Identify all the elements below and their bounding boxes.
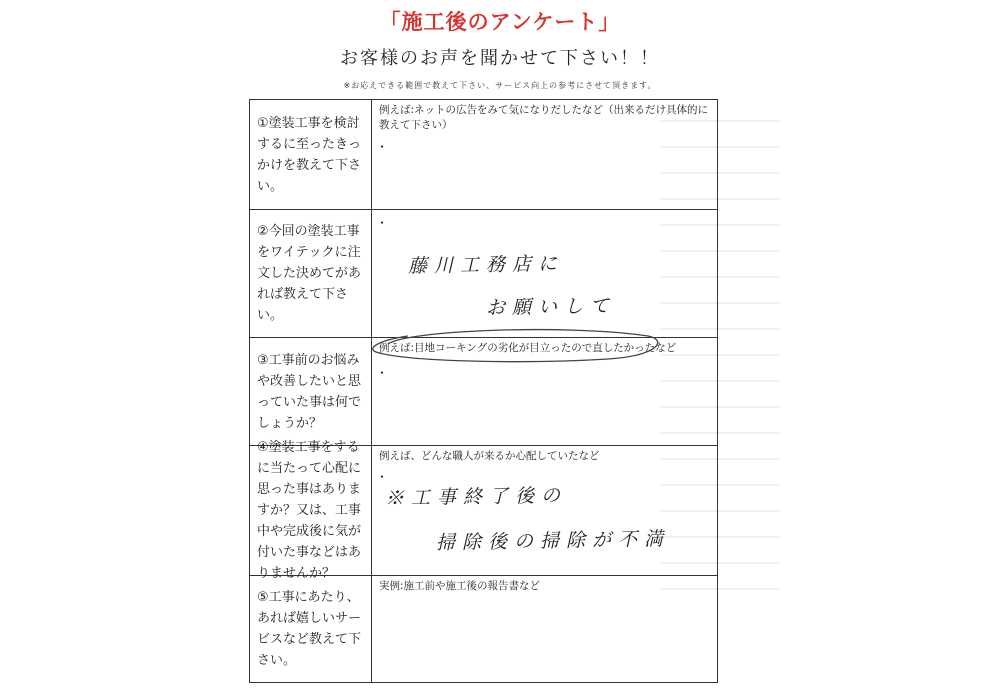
page-note: ※お応えできる範囲で教えて下さい、サービス向上の参考にさせて頂きます。 (343, 81, 657, 90)
example-text: 例えば、どんな職人が来るか心配していたなど (379, 450, 600, 462)
handwritten-answer-line-2: お願いして (485, 294, 617, 320)
handwritten-answer-line-2: 掃除後の掃除が不満 (435, 527, 671, 555)
answer-cell (373, 446, 717, 575)
answer-bullet: ・ (376, 470, 389, 484)
handwritten-answer-line-1: 藤川工務店に (407, 252, 565, 278)
question-label: ③工事前のお悩みや改善したいと思っていた事は何でしょうか？ (250, 338, 372, 445)
question-label: ④塗装工事をするに当たって心配に思った事はありますか？又は、工事中や完成後に気が付いた事などはありませんか？ (250, 446, 372, 575)
survey-table (249, 99, 718, 683)
question-label: ②今回の塗装工事をワイテックに注文した決めてがあれば教えて下さい。 (250, 210, 372, 337)
question-row-4 (250, 440, 717, 581)
page-subtitle: お客様のお声を聞かせて下さい！！ (340, 48, 660, 69)
example-text: 例えば:ネットの広告をみて気になりだしたなど（出来るだけ具体的に教えて下さい） (379, 104, 709, 131)
question-row-5 (250, 576, 717, 682)
handdrawn-circle-mark (368, 326, 668, 366)
page-title: 「施工後のアンケート」 (379, 10, 621, 34)
answer-bullet: ・ (376, 366, 389, 380)
handwritten-answer-line-1: ※工事終了後の (384, 484, 568, 510)
example-text: 実例:施工前や施工後の報告書など (379, 580, 541, 592)
question-label: ①塗装工事を検討するに至ったきっかけを教えて下さい。 (250, 100, 372, 209)
answer-cell (373, 576, 717, 682)
question-row-1 (250, 100, 717, 210)
question-label: ⑤工事にあたり、あれば嬉しいサービスなど教えて下さい。 (250, 576, 372, 682)
question-row-2 (250, 210, 717, 338)
answer-cell (373, 100, 717, 209)
example-text: 例えば:目地コーキングの劣化が目立ったので直したかったなど (379, 342, 677, 354)
answer-bullet: ・ (376, 140, 389, 154)
answer-bullet: ・ (376, 216, 389, 230)
